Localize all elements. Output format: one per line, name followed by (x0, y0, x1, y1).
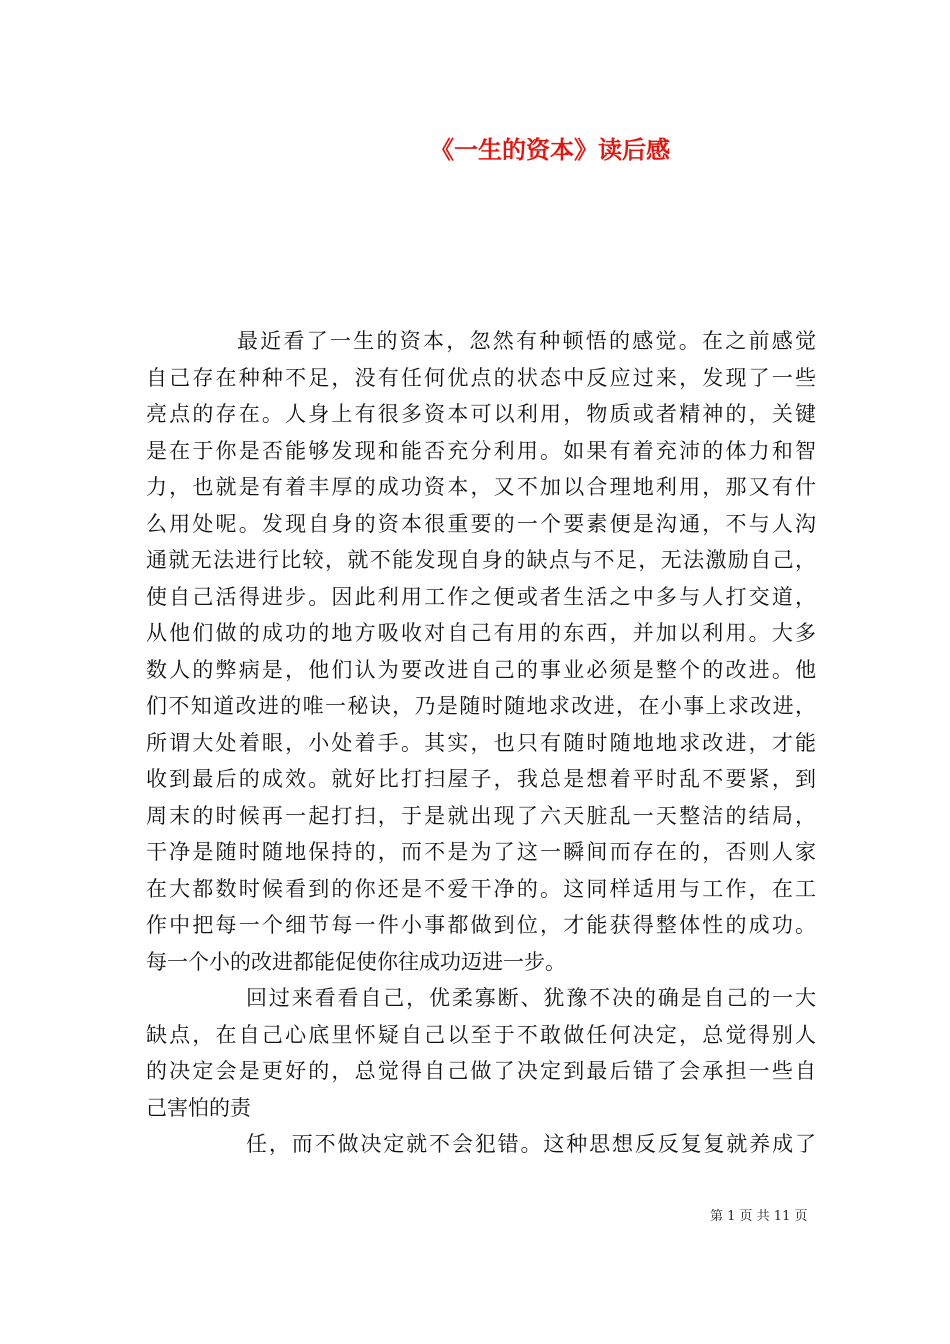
text-line: 力，也就是有着丰厚的成功资本，又不加以合理地利用，那又有什 (146, 475, 816, 499)
text-line: 干净是随时随地保持的，而不是为了这一瞬间而存在的，否则人家 (146, 840, 816, 864)
document-title: 《一生的资本》读后感 (430, 135, 670, 164)
text-line: 收到最后的成效。就好比打扫屋子，我总是想着平时乱不要紧，到 (146, 767, 816, 791)
text-line: 们不知道改进的唯一秘诀，乃是随时随地求改进，在小事上求改进， (146, 694, 816, 718)
text-line: 所谓大处着眼，小处着手。其实，也只有随时随地地求改进，才能 (146, 730, 816, 755)
text-line: 自己存在种种不足，没有任何优点的状态中反应过来，发现了一些 (146, 365, 816, 390)
text-line: 最近看了一生的资本，忽然有种顿悟的感觉。在之前感觉 (237, 329, 816, 353)
text-line: 从他们做的成功的地方吸收对自己有用的东西，并加以利用。大多 (146, 621, 816, 645)
text-line: 任，而不做决定就不会犯错。这种思想反反复复就养成了 (246, 1132, 816, 1156)
text-line: 是在于你是否能够发现和能否充分利用。如果有着充沛的体力和智 (146, 438, 816, 463)
text-line: 缺点，在自己心底里怀疑自己以至于不敢做任何决定，总觉得别人 (146, 1022, 816, 1047)
text-line: 每一个小的改进都能促使你往成功迈进一步。 (146, 949, 566, 974)
text-line: 亮点的存在。人身上有很多资本可以利用，物质或者精神的，关键 (146, 402, 816, 426)
text-line: 周末的时候再一起打扫，于是就出现了六天脏乱一天整洁的结局， (146, 803, 816, 828)
text-line: 数人的弊病是，他们认为要改进自己的事业必须是整个的改进。他 (146, 657, 816, 682)
page-number: 第 1 页 共 11 页 (710, 1209, 808, 1224)
text-line: 己害怕的责 (146, 1095, 251, 1120)
text-line: 通就无法进行比较，就不能发现自身的缺点与不足，无法激励自己， (146, 548, 816, 572)
body-text (146, 323, 816, 1163)
text-line: 作中把每一个细节每一件小事都做到位，才能获得整体性的成功。 (146, 913, 816, 937)
text-line: 在大都数时候看到的你还是不爱干净的。这同样适用与工作，在工 (146, 876, 816, 901)
text-line: 回过来看看自己，优柔寡断、犹豫不决的确是自己的一大 (246, 986, 816, 1010)
text-line: 的决定会是更好的，总觉得自己做了决定到最后错了会承担一些自 (146, 1059, 816, 1083)
text-line: 使自己活得进步。因此利用工作之便或者生活之中多与人打交道， (146, 584, 816, 609)
text-line: 么用处呢。发现自身的资本很重要的一个要素便是沟通，不与人沟 (146, 511, 816, 536)
